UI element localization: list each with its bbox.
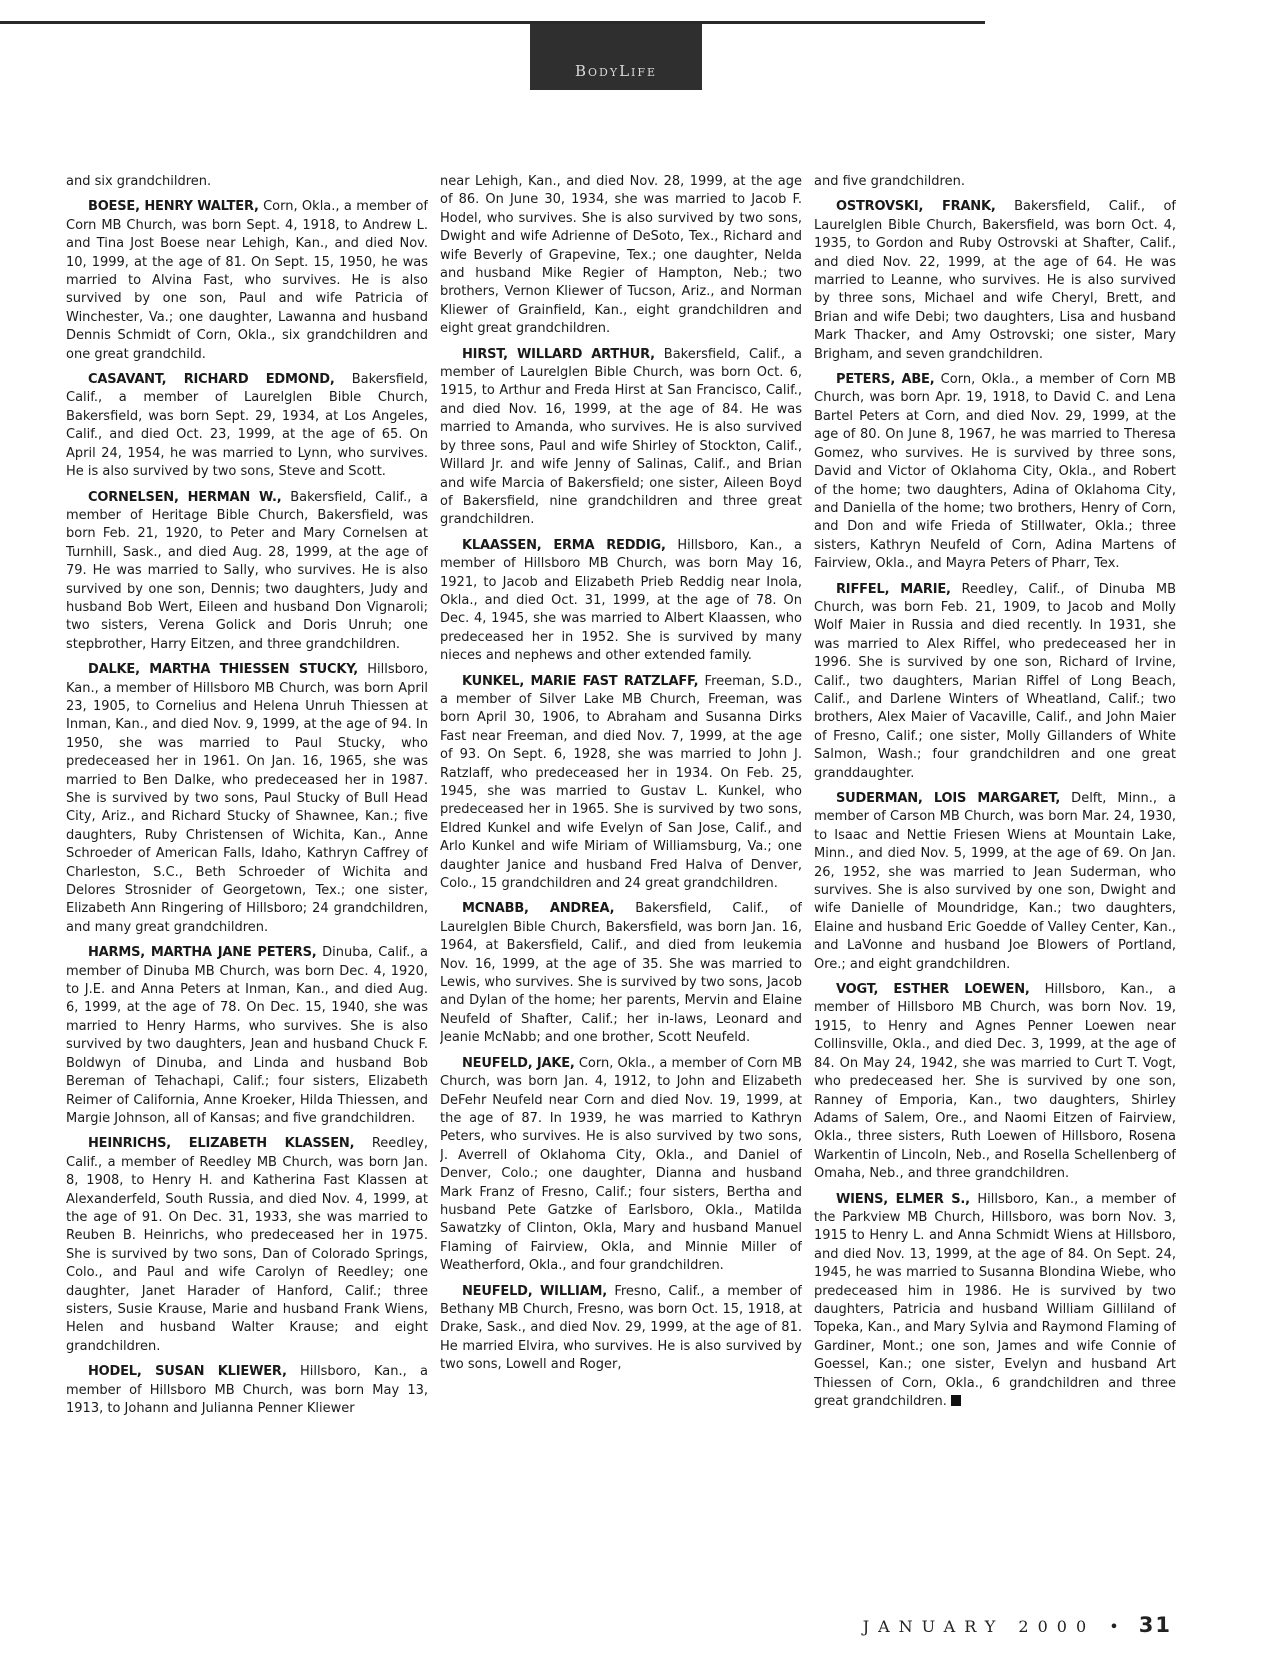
obituary-text: and six grandchildren. xyxy=(66,174,212,189)
obituary-text: Bakersfield, Calif., a member of Laurelglen Bible Church, was born Oct. 6, 1915, to Arthur and Freda Hirst at San Francisco, Calif., and died Nov. 16, 1999, at the age of 84. He was married to Amanda, who survives. He is also survived by three sons, Paul and wife Shirley of Stockton, Calif., Willard Jr. and wife Jenny of Salinas, Calif., and Brian and wife Marcia of Bakersfield; one sister, Aileen Boyd of Bakersfield, nine grandchildren and three great grandchildren. xyxy=(440,346,802,528)
obituary-entry xyxy=(440,1283,802,1375)
obituary-entry xyxy=(66,1363,428,1418)
end-of-article-mark xyxy=(951,1395,961,1406)
obituary-name: BOESE, HENRY WALTER, xyxy=(88,199,259,215)
obituary-name: KUNKEL, MARIE FAST RATZLAFF, xyxy=(462,673,699,689)
obituary-text: Dinuba, Calif., a member of Dinuba MB Church, was born Dec. 4, 1920, to J.E. and Anna Peters at Inman, Kan., and died Aug. 6, 1999, at the age of 78. On Dec. 15, 1940, she was married to Henry Harms, who survives. She is also survived by two daughters, Jean and husband Chuck F. Boldwyn of Dinuba, and Linda and husband Bob Bereman of Tehachapi, Calif.; four sisters, Elizabeth Reimer of California, Anne Kroeker, Hilda Thiessen, and Margie Johnson, all of Kansas; and five grandchildren. xyxy=(66,945,428,1126)
obituary-entry xyxy=(66,944,428,1128)
obituary-entry xyxy=(66,198,428,364)
obituary-entry xyxy=(814,581,1176,783)
header-rule xyxy=(0,21,985,24)
obituary-text: Corn, Okla., a member of Corn MB Church, was born Sept. 4, 1918, to Andrew L. and Tina Jost Boese near Lehigh, Kan., and died Nov. 10, 1999, at the age of 81. On Sept. 15, 1950, he was married to Alvina Fast, who survives. He is also survived by one son, Paul and wife Patricia of Winchester, Va.; one daughter, Lawanna and husband Dennis Schmidt of Corn, Okla., six grandchildren and one great grandchild. xyxy=(66,199,428,362)
obituary-text: Corn, Okla., a member of Corn MB Church, was born Apr. 19, 1918, to David C. and Lena Bartel Peters at Corn, and died Nov. 29, 1999, at the age of 80. On June 8, 1967, he was married to Theresa Gomez, who survives. He is survived by three sons, David and Victor of Oklahoma City, Okla., and Robert of the home; two daughters, Adina of Oklahoma City, and Daniella of the home; two brothers, Henry of Corn, and Don and wife Frieda of Stillwater, Okla.; three sisters, Kathryn Neufeld of Corn, Adina Martens of Fairview, Okla., and Mayra Peters of Pharr, Tex. xyxy=(814,372,1176,572)
obituary-text: Hillsboro, Kan., a member of Hillsboro MB Church, was born May 13, 1913, to Johann and Julianna Penner Kliewer xyxy=(66,1364,428,1416)
obituary-entry xyxy=(440,537,802,666)
obituary-entry xyxy=(66,173,428,191)
obituary-entry xyxy=(814,198,1176,364)
section-tab: BodyLife xyxy=(530,24,702,90)
obituary-text: Bakersfield, Calif., of Laurelglen Bible Church, Bakersfield, was born Jan. 16, 1964, at Bakersfield, Calif., and died from leukemia Nov. 16, 1999, at the age of 35. She was married to Lewis, who survives. She is survived by two sons, Jacob and Dylan of the home; her parents, Mervin and Elaine Neufeld of Shafter, Calif.; her in-laws, Leonard and Jeanie McNabb; and one brother, Scott Neufeld. xyxy=(440,901,802,1046)
obituary-name: HODEL, SUSAN KLIEWER, xyxy=(88,1364,287,1380)
obituary-entry xyxy=(440,1055,802,1276)
obituary-name: CASAVANT, RICHARD EDMOND, xyxy=(88,372,335,388)
obituary-name: KLAASSEN, ERMA REDDIG, xyxy=(462,537,666,553)
obituary-name: HIRST, WILLARD ARTHUR, xyxy=(462,346,655,362)
obituary-text: Hillsboro, Kan., a member of the Parkview MB Church, Hillsboro, was born Nov. 3, 1915 to Henry L. and Anna Schmidt Wiens at Hillsboro, and died Nov. 13, 1999, at the age of 84. On Sept. 24, 1945, he was married to Susanna Blondina Wiebe, who predeceased him in 1986. He is survived by two daughters, Patricia and husband William Gilliland of Topeka, Kan., and Mary Sylvia and Raymond Flaming of Gardiner, Mont.; one son, James and wife Connie of Goessel, Kan.; one sister, Evelyn and husband Art Thiessen of Corn, Okla., 6 grandchildren and three great grandchildren. xyxy=(814,1191,1176,1409)
obituary-text: Bakersfield, Calif., a member of Laurelglen Bible Church, Bakersfield, was born Sept. 29, 1934, at Los Angeles, Calif., and died Oct. 23, 1999, at the age of 65. On April 24, 1954, he was married to Lynn, who survives. He is also survived by two sons, Steve and Scott. xyxy=(66,372,428,480)
obituary-name: NEUFELD, JAKE, xyxy=(462,1055,575,1071)
obituary-entry xyxy=(66,661,428,937)
obituary-name: MCNABB, ANDREA, xyxy=(462,901,615,917)
footer-separator: • xyxy=(1109,1617,1125,1636)
obituary-text: Corn, Okla., a member of Corn MB Church, was born Jan. 4, 1912, to John and Elizabeth DeFehr Neufeld near Corn and died Nov. 19, 1999, at the age of 87. In 1939, he was married to Kathryn Peters, who survives. He is also survived by two sons, J. Averrell of Oklahoma City, Okla., and Daniel of Denver, Colo.; one daughter, Dianna and husband Mark Franz of Fresno, Calif.; four sisters, Bertha and husband Pete Gatzke of Earlsboro, Okla., Matilda Sawatzky of Clinton, Okla, Mary and husband Manuel Flaming of Fairview, Okla, and Minnie Miller of Weatherford, Okla., and four grandchildren. xyxy=(440,1055,802,1274)
obituary-text: and five grandchildren. xyxy=(814,174,965,189)
column-1 xyxy=(66,173,428,1593)
obituary-text: Hillsboro, Kan., a member of Hillsboro MB Church, was born April 23, 1905, to Cornelius and Helena Unruh Thiessen at Inman, Kan., and died Nov. 9, 1999, at the age of 94. In 1950, she was married to Paul Stucky, who predeceased her in 1961. On Jan. 16, 1965, she was married to Ben Dalke, who predeceased her in 1987. She is survived by two sons, Paul Stucky of Bull Head City, Ariz., and Richard Stucky of Shawnee, Kan.; five daughters, Ruby Christensen of Wichita, Kan., Anne Schroeder of American Falls, Idaho, Kathryn Caffrey of Charleston, S.C., Beth Schroeder of Wichita and Delores Strosnider of Georgetown, Tex.; one sister, Elizabeth Ann Ringering of Hillsboro; 24 grandchildren, and many great grandchildren. xyxy=(66,662,428,935)
obituary-text: Reedley, Calif., a member of Reedley MB Church, was born Jan. 8, 1908, to Henry H. and Katherina Fast Klassen at Alexanderfeld, South Russia, and died Nov. 4, 1999, at the age of 91. On Dec. 31, 1933, she was married to Reuben B. Heinrichs, who predeceased her in 1975. She is survived by two sons, Dan of Colorado Springs, Colo., and Paul and wife Carolyn of Reedley; one daughter, Janet Harader of Hanford, Calif.; three sisters, Susie Krause, Marie and husband Frank Wiens, Helen and husband Walter Krause; and eight grandchildren. xyxy=(66,1136,428,1354)
obituary-entry xyxy=(814,1191,1176,1412)
obituary-text: Fresno, Calif., a member of Bethany MB Church, Fresno, was born Oct. 15, 1918, at Drake, Sask., and died Nov. 29, 1999, at the age of 81. He married Elvira, who survives. He is also survived by two sons, Lowell and Roger, xyxy=(440,1283,802,1373)
obituary-name: RIFFEL, MARIE, xyxy=(836,581,951,597)
obituary-entry xyxy=(440,900,802,1047)
obituary-text: near Lehigh, Kan., and died Nov. 28, 1999, at the age of 86. On June 30, 1934, she was married to Jacob F. Hodel, who survives. She is also survived by two sons, Dwight and wife Adrienne of DeSoto, Tex., Richard and wife Beverly of Grapevine, Tex.; one daughter, Nelda and husband Mike Regier of Hampton, Neb.; two brothers, Vernon Kliewer of Tucson, Ariz., and Norman Kliewer of Grainfield, Kan., eight grandchildren and eight great grandchildren. xyxy=(440,174,802,337)
obituary-entry xyxy=(814,371,1176,573)
obituary-entry xyxy=(814,790,1176,974)
obituary-name: HEINRICHS, ELIZABETH KLASSEN, xyxy=(88,1136,355,1152)
issue-date: JANUARY 2000 xyxy=(862,1617,1096,1636)
obituary-text: Freeman, S.D., a member of Silver Lake MB Church, Freeman, was born April 30, 1906, to Abraham and Susanna Dirks Fast near Freeman, and died Nov. 7, 1999, at the age of 93. On Sept. 6, 1928, she was married to John J. Ratzlaff, who predeceased her in 1934. On Feb. 25, 1945, she was married to Gustav L. Kunkel, who predeceased her in 1965. She is survived by two sons, Eldred Kunkel and wife Evelyn of San Jose, Calif., and Arlo Kunkel and wife Miriam of Williamsburg, Va.; one daughter Janice and husband Fred Halva of Denver, Colo., 15 grandchildren and 24 great grandchildren. xyxy=(440,673,802,892)
obituary-entry xyxy=(440,346,802,530)
obituary-name: PETERS, ABE, xyxy=(836,372,935,388)
obituary-text: Hillsboro, Kan., a member of Hillsboro MB Church, was born May 16, 1921, to Jacob and Elizabeth Prieb Reddig near Inola, Okla., and died Oct. 31, 1999, at the age of 78. On Dec. 4, 1945, she was married to Albert Klaassen, who predeceased her in 1952. She is survived by many nieces and nephews and other extended family. xyxy=(440,537,802,664)
obituary-name: VOGT, ESTHER LOEWEN, xyxy=(836,982,1030,998)
obituary-entry xyxy=(66,489,428,655)
obituary-text: Reedley, Calif., of Dinuba MB Church, was born Feb. 21, 1909, to Jacob and Molly Wolf Maier in Russia and died recently. In 1931, she was married to Alex Riffel, who predeceased her in 1996. She is survived by one son, Richard of Irvine, Calif., two daughters, Marian Riffel of Long Beach, Calif., and Darlene Winters of Wheatland, Calif.; two brothers, Alex Maier of Vacaville, Calif., and John Maier of Fresno, Calif.; one sister, Molly Gillanders of White Salmon, Wash.; four grandchildren and one great granddaughter. xyxy=(814,581,1176,781)
obituary-text: Delft, Minn., a member of Carson MB Church, was born Mar. 24, 1930, to Isaac and Nettie Friesen Wiens at Mountain Lake, Minn., and died Nov. 5, 1999, at the age of 69. On Jan. 26, 1952, she was married to Jean Suderman, who survives. She is also survived by one son, Dwight and wife Danielle of Moundridge, Kan.; two daughters, Elaine and husband Eric Goedde of Valley Center, Kan., and LaVonne and husband Joe Blowers of Portland, Ore.; and eight grandchildren. xyxy=(814,791,1176,972)
obituary-entry xyxy=(814,981,1176,1183)
column-3 xyxy=(814,173,1176,1593)
obituary-name: WIENS, ELMER S., xyxy=(836,1191,970,1207)
obituary-name: CORNELSEN, HERMAN W., xyxy=(88,489,282,505)
obituary-name: SUDERMAN, LOIS MARGARET, xyxy=(836,791,1061,806)
obituary-name: DALKE, MARTHA THIESSEN STUCKY, xyxy=(88,662,359,678)
obituary-name: HARMS, MARTHA JANE PETERS, xyxy=(88,945,317,961)
obituary-entry xyxy=(440,173,802,339)
obituary-entry xyxy=(440,673,802,894)
obituary-entry xyxy=(66,371,428,481)
page-number: 31 xyxy=(1138,1613,1172,1637)
page-footer xyxy=(812,1613,1172,1637)
obituary-text: Bakersfield, Calif., a member of Heritage Bible Church, Bakersfield, was born Feb. 21, 1920, to Peter and Mary Cornelsen at Turnhill, Sask., and died Aug. 28, 1999, at the age of 79. He was married to Sally, who survives. He is also survived by one son, Dennis; two daughters, Judy and husband Bob Wert, Eileen and husband Don Vignaroli; two sisters, Verena Golick and Doris Unruh; one stepbrother, Harry Eitzen, and three grandchildren. xyxy=(66,489,428,652)
obituary-text: Hillsboro, Kan., a member of Hillsboro MB Church, was born Nov. 19, 1915, to Henry and Agnes Penner Loewen near Collinsville, Okla., and died Dec. 3, 1999, at the age of 84. On May 24, 1942, she was married to Curt T. Vogt, who predeceased her. She is survived by one son, Ranney of Emporia, Kan., two daughters, Shirley Adams of Salem, Ore., and Naomi Eitzen of Fairview, Okla., three sisters, Ruth Loewen of Hillsboro, Rosena Warkentin of Lincoln, Neb., and Rosella Schellenberg of Omaha, Neb., and three grandchildren. xyxy=(814,982,1176,1182)
column-2 xyxy=(440,173,802,1593)
obituary-name: NEUFELD, WILLIAM, xyxy=(462,1283,607,1299)
obituary-entry xyxy=(814,173,1176,191)
obituary-text: Bakersfield, Calif., of Laurelglen Bible Church, Bakersfield, was born Oct. 4, 1935, to Gordon and Ruby Ostrovski at Shafter, Calif., and died Nov. 22, 1999, at the age of 64. He was married to Leanne, who survives. He is also survived by three sons, Michael and wife Cheryl, Brett, and Brian and wife Debi; two daughters, Lisa and husband Mark Thacker, and Amy Ostrovski; one sister, Mary Brigham, and seven grandchildren. xyxy=(814,199,1176,362)
obituary-entry xyxy=(66,1135,428,1356)
obituary-name: OSTROVSKI, FRANK, xyxy=(836,199,996,215)
